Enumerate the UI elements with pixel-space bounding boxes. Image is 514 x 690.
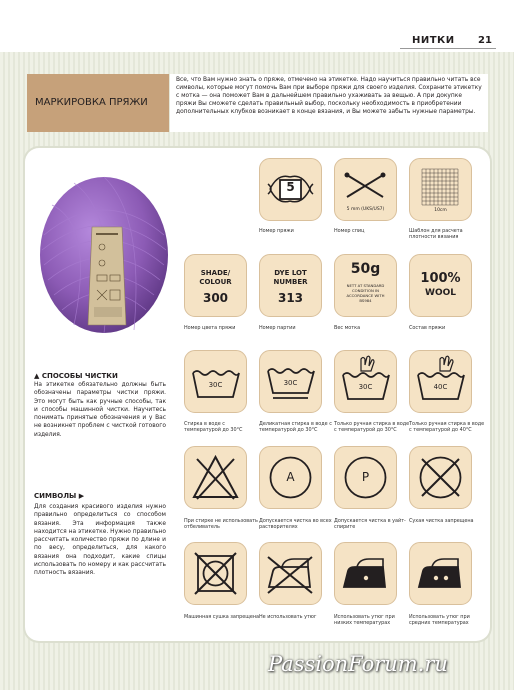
symbols-heading: СИМВОЛЫ ▶ <box>34 492 85 500</box>
page-number: 21 <box>478 35 492 46</box>
iron-medium-icon <box>409 542 472 605</box>
gauge-grid-icon: 10cm <box>409 158 472 221</box>
delicate-wash-30-icon: 30C <box>259 350 322 413</box>
dry-clean-a-icon: A <box>259 446 322 509</box>
watermark: PassionForum.ru <box>268 652 448 676</box>
composition-icon: 100% WOOL <box>409 254 472 317</box>
header-divider <box>400 48 496 49</box>
hand-wash-40-icon: 40C <box>409 350 472 413</box>
yarn-skein-image <box>34 165 172 343</box>
no-tumble-dry-icon <box>184 542 247 605</box>
iron-low-icon <box>334 542 397 605</box>
yarn-number-icon: 5 <box>259 158 322 221</box>
cleaning-heading: ▲ СПОСОБЫ ЧИСТКИ <box>34 372 118 380</box>
weight-icon: 50g NETT AT STANDARD CONDITION IN ACCORDANCE WITH BS984 <box>334 254 397 317</box>
dye-lot-icon: DYE LOT NUMBER 313 <box>259 254 322 317</box>
section-title: МАРКИРОВКА ПРЯЖИ <box>35 97 148 108</box>
dry-clean-p-icon: P <box>334 446 397 509</box>
hand-wash-30-icon: 30C <box>334 350 397 413</box>
shade-colour-icon: SHADE/ COLOUR 300 <box>184 254 247 317</box>
no-dry-clean-icon <box>409 446 472 509</box>
running-header-title: НИТКИ <box>412 35 455 46</box>
machine-wash-30-icon: 30C <box>184 350 247 413</box>
needle-size-icon: 5 mm (UKS/US7) <box>334 158 397 221</box>
symbols-text: Для создания красивого изделия нужно правильно определиться со способом вязания. Эта информация также находится на этикетке. Нужно правильно рассчитать количество пряжи по длине и по весу, определиться, для какого вязания она подходит, какие спицы использовать по номеру и как рассчитать плотность вязания. <box>34 504 166 577</box>
no-iron-icon <box>259 542 322 605</box>
cleaning-text: На этикетке обязательно должны быть обозначены параметры чистки пряжи. Это могут быть как ручные способы, так и способы машинной чистки. Научитесь понимать принятые обозначения и у Вас не возникнет проблем с чисткой готового изделия. <box>34 382 166 438</box>
no-bleach-icon <box>184 446 247 509</box>
section-heading-box <box>27 74 169 132</box>
intro-paragraph: Все, что Вам нужно знать о пряже, отмечено на этикетке. Надо научиться правильно читать все символы, которые могут помочь Вам при выборе пряжи для своего изделия. Сохраните этикетку с мотка — она поможет Вам в дальнейшем правильно ухаживать за вещью. А при докупке пряжи Вы сможете сделать правильный выбор, поскольку необходимость в приобретении дополнительных клубков возникает в конце вязания, и Вы можете забыть нужные параметры. <box>170 74 488 132</box>
